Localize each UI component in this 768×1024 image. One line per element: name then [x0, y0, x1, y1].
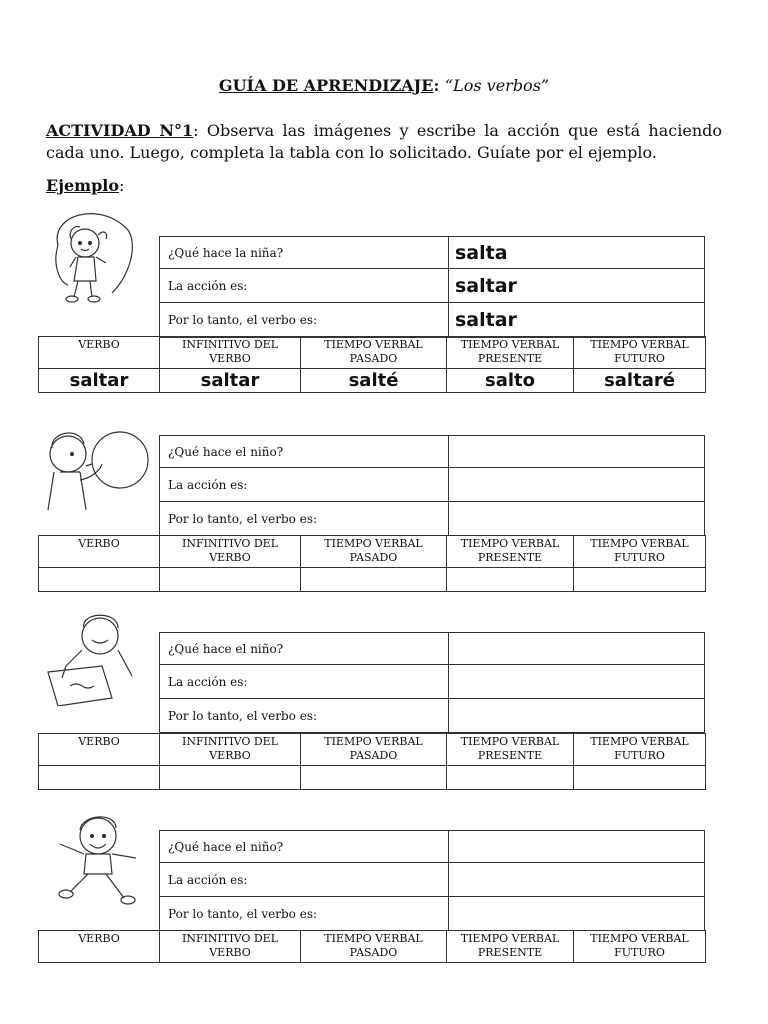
header-verbo: VERBO [39, 337, 160, 369]
exercise-section-example [0, 205, 768, 395]
answer-what-does[interactable] [449, 831, 705, 863]
question-verb: Por lo tanto, el verbo es: [160, 502, 449, 536]
cell-futuro[interactable] [574, 568, 706, 592]
question-action: La acción es: [160, 468, 449, 502]
question-action: La acción es: [160, 269, 449, 303]
boy-blowing-balloon-illustration [40, 420, 150, 520]
header-futuro: TIEMPO VERBAL FUTURO [574, 931, 706, 963]
cell-presente[interactable] [447, 766, 574, 790]
answer-verb[interactable] [449, 699, 705, 733]
header-infinitivo: INFINITIVO DEL VERBO [160, 337, 301, 369]
answer-action[interactable] [449, 665, 705, 699]
cell-pasado[interactable] [301, 766, 447, 790]
header-pasado: TIEMPO VERBAL PASADO [301, 931, 447, 963]
cell-futuro[interactable] [574, 766, 706, 790]
boy-running-illustration [40, 808, 150, 908]
question-action: La acción es: [160, 863, 449, 897]
question-table [159, 236, 705, 338]
cell-infinitivo[interactable]: saltar [160, 369, 301, 393]
answer-what-does[interactable] [449, 436, 705, 468]
question-table [159, 830, 705, 931]
question-verb: Por lo tanto, el verbo es: [160, 303, 449, 338]
answer-action[interactable]: saltar [449, 269, 705, 303]
cell-infinitivo[interactable] [160, 568, 301, 592]
cell-infinitivo[interactable] [160, 766, 301, 790]
header-presente: TIEMPO VERBAL PRESENTE [447, 734, 574, 766]
exercise-section-running [0, 808, 768, 998]
header-futuro: TIEMPO VERBAL FUTURO [574, 337, 706, 369]
boy-drawing-illustration [40, 606, 150, 706]
title-colon: : [433, 76, 440, 95]
activity-label: ACTIVIDAD N°1 [46, 121, 194, 140]
question-what-does: ¿Qué hace la niña? [160, 237, 449, 269]
question-table [159, 435, 705, 536]
exercise-section-drawing [0, 606, 768, 796]
answer-verb[interactable] [449, 897, 705, 931]
activity-instructions [46, 120, 722, 164]
header-pasado: TIEMPO VERBAL PASADO [301, 536, 447, 568]
question-table [159, 632, 705, 733]
activity-text: : Observa las imágenes y escribe la acción que está haciendo cada uno. Luego, completa la tabla con lo solicitado. Guíate por el ejemplo. [46, 121, 722, 162]
example-colon: : [119, 176, 125, 195]
title-subject: “Los verbos” [444, 76, 550, 95]
cell-pasado[interactable]: salté [301, 369, 447, 393]
cell-futuro[interactable]: saltaré [574, 369, 706, 393]
answer-what-does[interactable] [449, 633, 705, 665]
page-title [0, 76, 768, 95]
header-verbo: VERBO [39, 536, 160, 568]
question-verb: Por lo tanto, el verbo es: [160, 897, 449, 931]
question-action: La acción es: [160, 665, 449, 699]
example-label: Ejemplo [46, 176, 120, 195]
header-presente: TIEMPO VERBAL PRESENTE [447, 337, 574, 369]
question-what-does: ¿Qué hace el niño? [160, 436, 449, 468]
cell-verbo[interactable] [39, 766, 160, 790]
answer-what-does[interactable]: salta [449, 237, 705, 269]
header-verbo: VERBO [39, 734, 160, 766]
cell-presente[interactable]: salto [447, 369, 574, 393]
cell-presente[interactable] [447, 568, 574, 592]
verb-table [38, 930, 706, 963]
header-futuro: TIEMPO VERBAL FUTURO [574, 536, 706, 568]
girl-jumping-rope-illustration [40, 205, 150, 305]
verb-table [38, 535, 706, 592]
header-pasado: TIEMPO VERBAL PASADO [301, 734, 447, 766]
question-what-does: ¿Qué hace el niño? [160, 633, 449, 665]
header-presente: TIEMPO VERBAL PRESENTE [447, 536, 574, 568]
header-infinitivo: INFINITIVO DEL VERBO [160, 931, 301, 963]
header-verbo: VERBO [39, 931, 160, 963]
answer-verb[interactable]: saltar [449, 303, 705, 338]
verb-table [38, 336, 706, 393]
question-verb: Por lo tanto, el verbo es: [160, 699, 449, 733]
header-infinitivo: INFINITIVO DEL VERBO [160, 734, 301, 766]
cell-verbo[interactable] [39, 568, 160, 592]
header-presente: TIEMPO VERBAL PRESENTE [447, 931, 574, 963]
header-infinitivo: INFINITIVO DEL VERBO [160, 536, 301, 568]
title-prefix: GUÍA DE APRENDIZAJE [218, 76, 434, 95]
header-futuro: TIEMPO VERBAL FUTURO [574, 734, 706, 766]
exercise-section-balloon [0, 420, 768, 610]
header-pasado: TIEMPO VERBAL PASADO [301, 337, 447, 369]
answer-action[interactable] [449, 468, 705, 502]
answer-verb[interactable] [449, 502, 705, 536]
question-what-does: ¿Qué hace el niño? [160, 831, 449, 863]
cell-verbo[interactable]: saltar [39, 369, 160, 393]
cell-pasado[interactable] [301, 568, 447, 592]
example-heading [46, 176, 124, 195]
answer-action[interactable] [449, 863, 705, 897]
verb-table [38, 733, 706, 790]
